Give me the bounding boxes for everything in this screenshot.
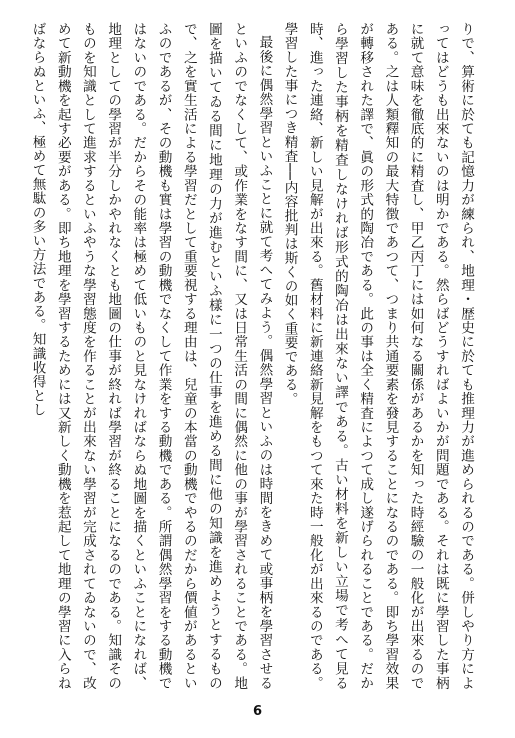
- page-number: 6: [252, 704, 263, 719]
- paragraph-2-text: 最後に偶然學習といふことに就て考へてみよう。偶然學習といふのは時間をきめて或事柄を學習させるといふのでなくして、或作業をなす間に、又は日常生活の間に偶然に他の事が學習されることである。地圖を描いてゐる間に地理の力が進むといふ樣に一つの仕事を進める間に他の知識を進めようとするもので、之を實生活による學習だとして重要視する理由は、兒童の本當の動機でやるのだから價値があるといふのであるが、その動機も實は學習の動機でなくして作業をする動機である。所謂偶然學習をする動機ではないのである。だからその能率は極めて低いものと見なければならぬ地圖を描くといふことになれば、地理としての學習が半分しかやれなくとも地圖の仕事が終れば學習が終ることになるのである。知識そのものを知識として進求するといふやうな學習態度を作ることが出來ない學習が完成されてゐないので、改めて新動機を起す必要がある。即ち地理を學習するためには又新しく動機を惹起して地理の學習に入らねばならぬといふ、極めて無駄の多い方法である。知識收得とし: [29, 22, 273, 690]
- paragraph-1: りで、算術に於ても記憶力が練られ、地理・歴史に於ても推理力が進められるのである。併しやり方によってはどうも出來ないのは明かである。然らばどうすればよいかが問題である。それは既に學習した事柄に就て意味を徹底的に精査し、甲乙丙丁には如何なる關係があるかを知った時經驗の一般化が出來るのである。之は人類釋知の最大特徴であつて、つまり共通要素を發見することになるのである。即ち學習效果が轉移された譯で、眞の形式的陶冶である。此の事は全く精査によつて成し遂げられることである。だから學習した事柄を精査しなければ形式的陶冶は出來ない譯である。古い材料を新しい立場で考へて見る時、進った連絡、新しい見解が出來る。舊材料に新連絡新見解をもつて來た時一般化が出來るのである。學習した事につき精査──内容批判は斯くの如く重要である。: [281, 22, 474, 690]
- paragraph-2: [24, 22, 276, 690]
- body-text: [29, 22, 478, 690]
